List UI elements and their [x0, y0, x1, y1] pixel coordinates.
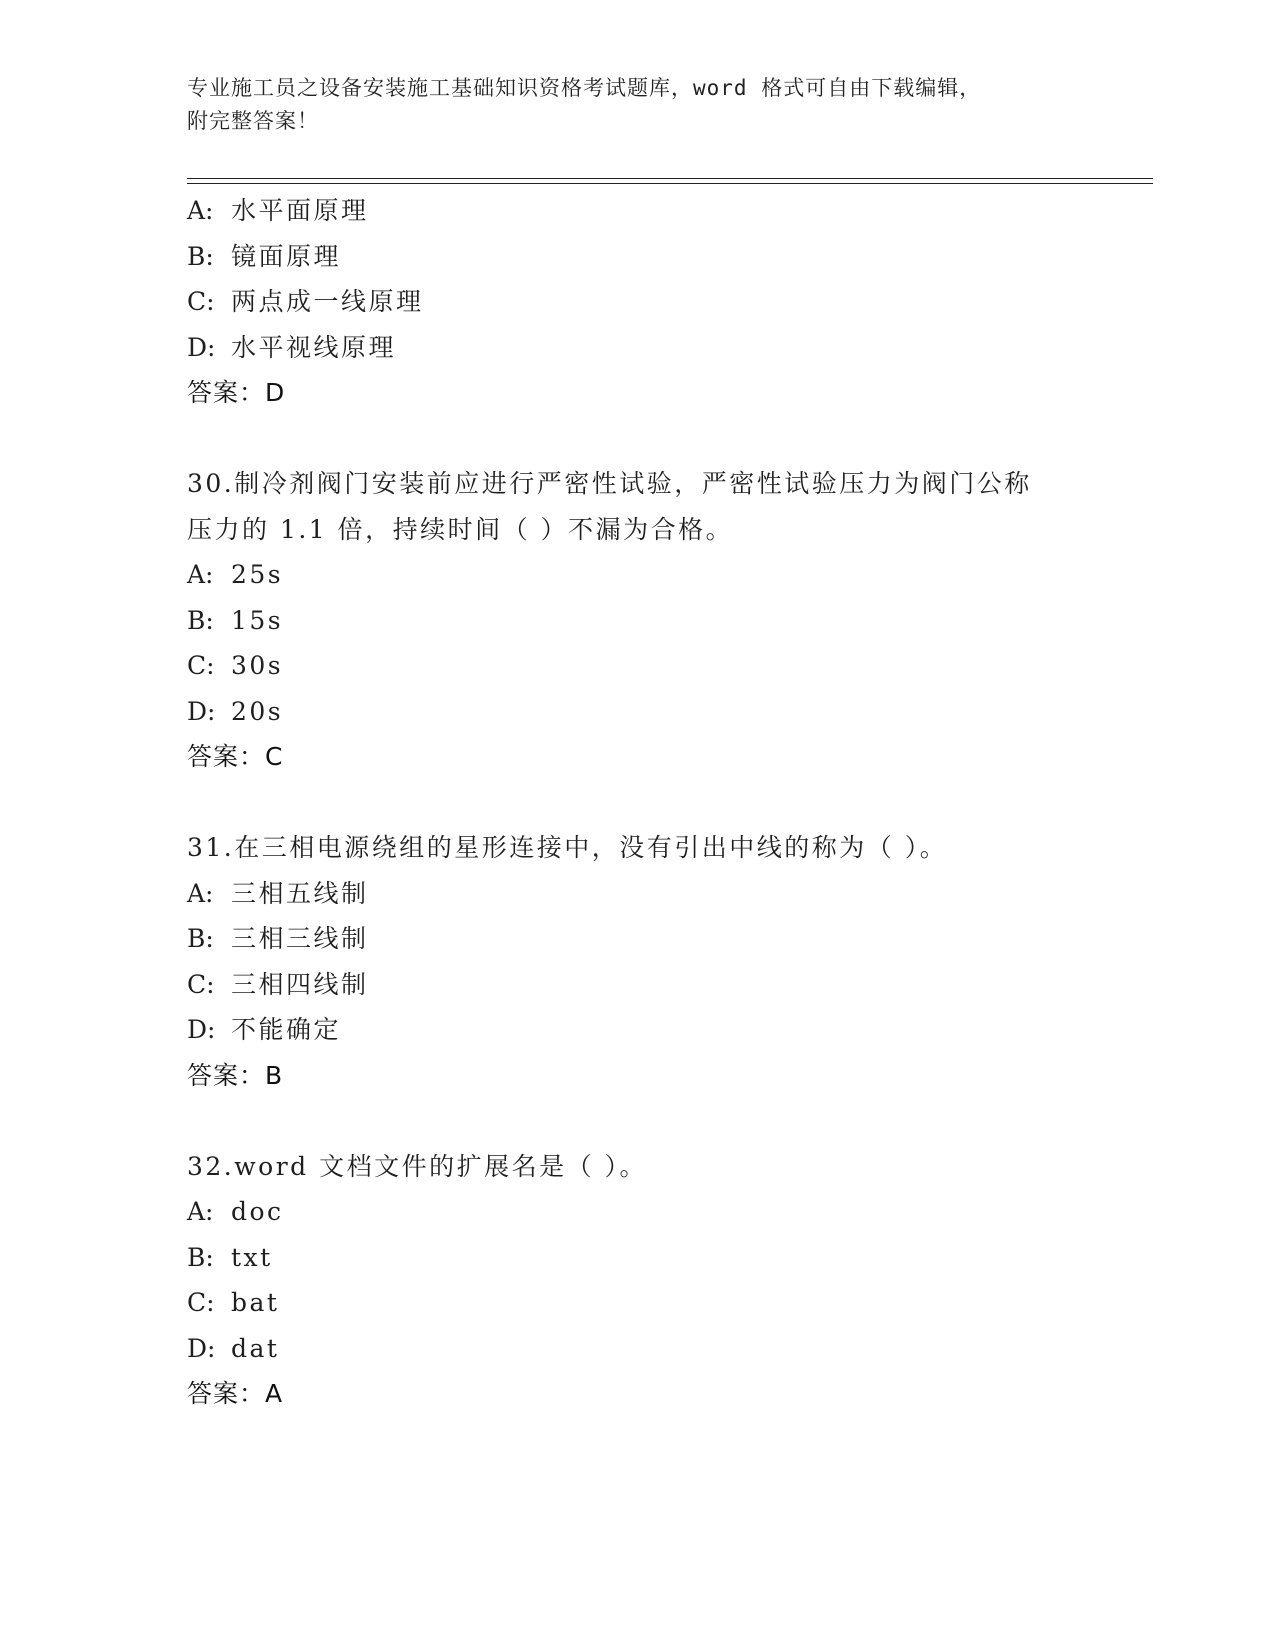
- option-letter: C:: [187, 1288, 215, 1317]
- option-letter: B:: [187, 1242, 214, 1272]
- option-letter: A:: [187, 196, 214, 225]
- option-d: [187, 689, 1087, 735]
- option-text: txt: [231, 1242, 273, 1272]
- option-letter: D:: [187, 1015, 216, 1044]
- option-text: 三相三线制: [231, 924, 369, 953]
- option-letter: A:: [187, 560, 214, 589]
- option-text: 水平面原理: [231, 196, 369, 225]
- option-d: [187, 1326, 1087, 1372]
- answer-line: 答案：B: [187, 1060, 284, 1090]
- option-c: [187, 643, 1087, 689]
- option-letter: B:: [187, 605, 214, 635]
- question-stem-line-1: 32.word 文档文件的扩展名是（ ）。: [187, 1151, 648, 1181]
- answer-line: 答案：A: [187, 1379, 284, 1408]
- question-31: [187, 825, 1087, 1098]
- option-letter: D:: [187, 1333, 216, 1363]
- answer-line: 答案：D: [187, 378, 286, 407]
- option-b: [187, 598, 1087, 644]
- spacer: [187, 1098, 1087, 1144]
- option-text: 不能确定: [231, 1015, 342, 1044]
- header-title-line-1: 专业施工员之设备安装施工基础知识资格考试题库，word 格式可自由下载编辑，: [187, 76, 982, 100]
- option-b: [187, 234, 1087, 280]
- question-29: [187, 188, 1087, 416]
- option-letter: C:: [187, 651, 215, 680]
- option-a: [187, 1189, 1087, 1235]
- question-stem-line-1: 30.制冷剂阀门安装前应进行严密性试验，严密性试验压力为阀门公称: [187, 469, 1032, 498]
- header-divider-top: [187, 178, 1153, 179]
- option-text: 三相四线制: [231, 969, 369, 999]
- option-a: [187, 871, 1087, 917]
- question-list: [187, 188, 1087, 1417]
- document-header: [187, 72, 1067, 138]
- option-c: [187, 279, 1087, 325]
- question-stem-line-1: 31.在三相电源绕组的星形连接中，没有引出中线的称为（ ）。: [187, 833, 948, 862]
- option-a: [187, 552, 1087, 598]
- option-text: 三相五线制: [231, 878, 369, 908]
- header-title-line-2: 附完整答案！: [187, 109, 319, 133]
- option-text: bat: [231, 1288, 280, 1317]
- question-32: [187, 1144, 1087, 1417]
- option-text: doc: [231, 1197, 284, 1226]
- option-c: [187, 962, 1087, 1008]
- option-text: 20s: [231, 696, 284, 726]
- option-c: [187, 1280, 1087, 1326]
- option-text: 水平视线原理: [231, 332, 397, 362]
- option-text: 15s: [231, 605, 284, 635]
- option-letter: B:: [187, 241, 214, 271]
- option-b: [187, 1235, 1087, 1281]
- option-d: [187, 1007, 1087, 1053]
- question-stem-line-2: 压力的 1.1 倍，持续时间（ ）不漏为合格。: [187, 514, 734, 544]
- option-d: [187, 325, 1087, 371]
- option-letter: A:: [187, 1197, 214, 1226]
- option-letter: B:: [187, 924, 214, 953]
- option-letter: D:: [187, 696, 216, 726]
- option-letter: A:: [187, 878, 214, 908]
- option-a: [187, 188, 1087, 234]
- option-text: 25s: [231, 560, 284, 589]
- option-letter: C:: [187, 287, 215, 316]
- option-letter: D:: [187, 332, 216, 362]
- option-text: 镜面原理: [231, 241, 342, 271]
- header-divider-bottom: [187, 183, 1153, 184]
- option-text: dat: [231, 1333, 280, 1363]
- question-30: [187, 461, 1087, 780]
- option-b: [187, 916, 1087, 962]
- option-text: 30s: [231, 651, 284, 680]
- option-letter: C:: [187, 969, 215, 999]
- option-text: 两点成一线原理: [231, 287, 424, 316]
- spacer: [187, 780, 1087, 826]
- spacer: [187, 416, 1087, 462]
- answer-line: 答案：C: [187, 742, 284, 771]
